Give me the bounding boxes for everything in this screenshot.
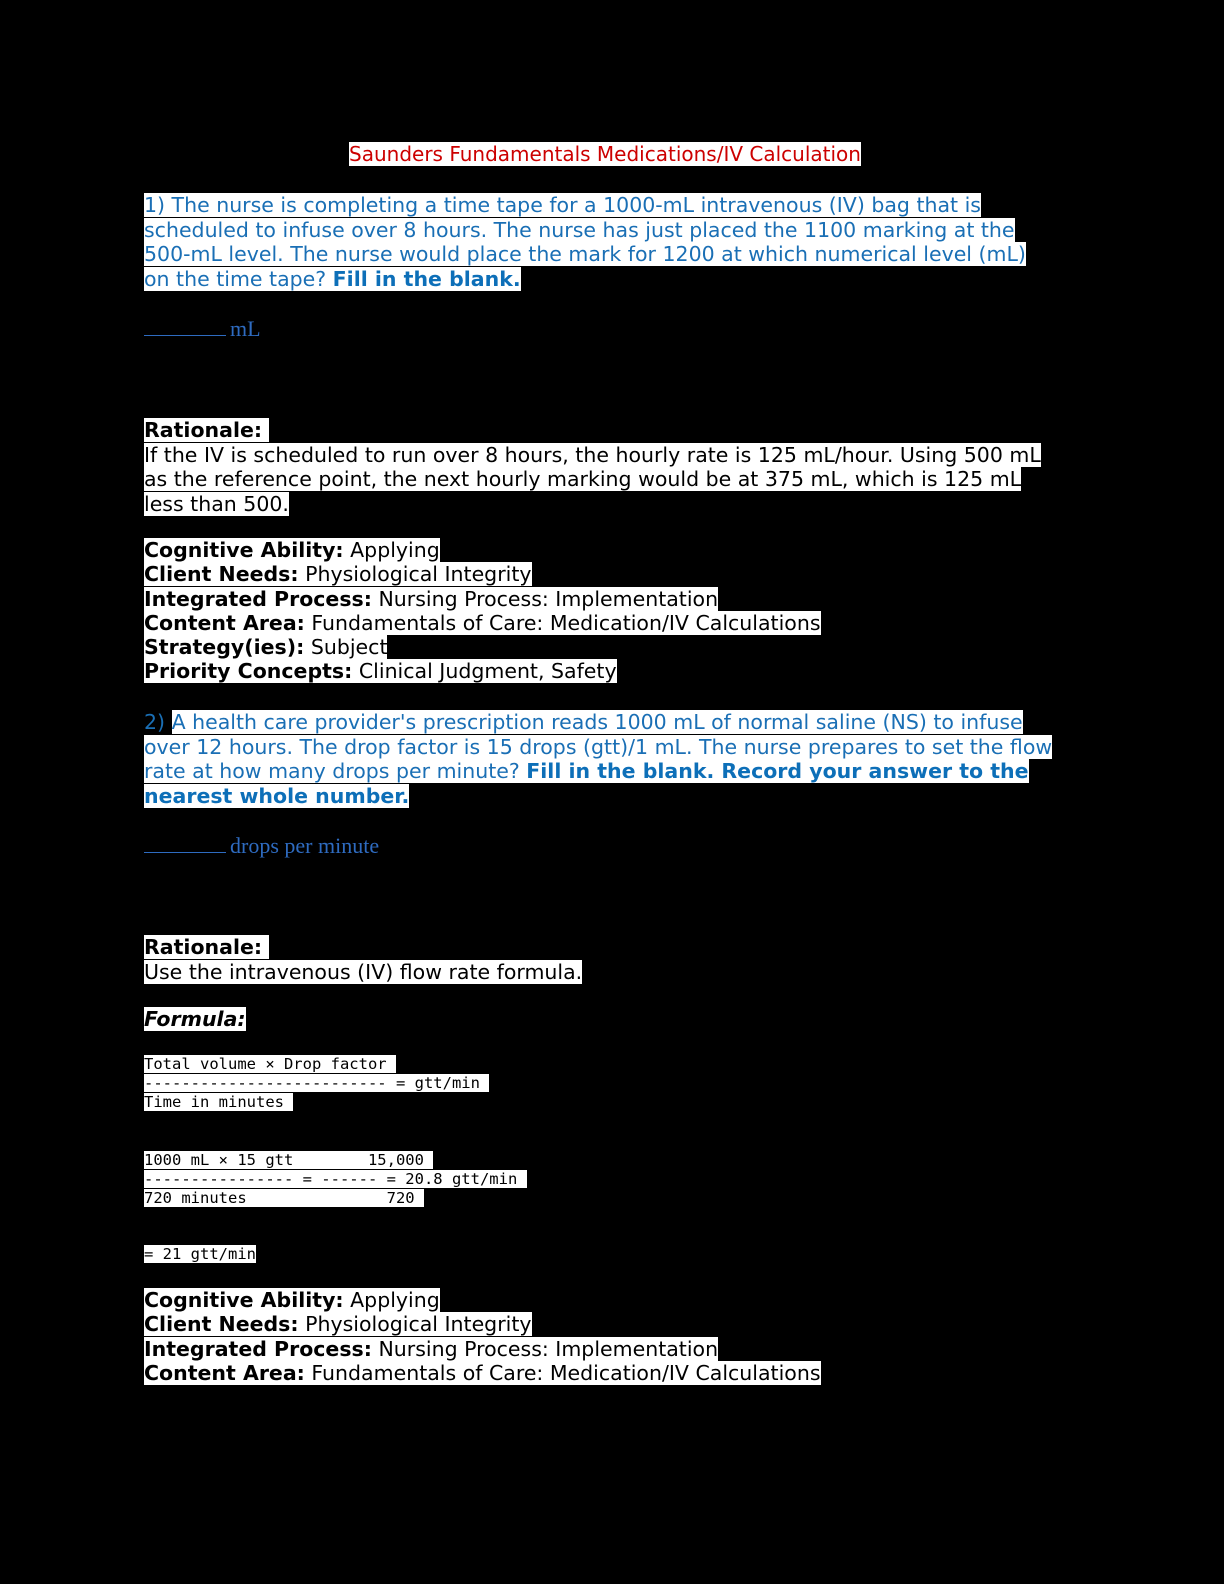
q2-calculation [144,1151,527,1208]
question-1 [144,193,1026,291]
q1-line-2: scheduled to infuse over 8 hours. The nurse has just placed the 1100 marking at the [144,217,1015,242]
q1-instruction: Fill in the blank. [332,266,521,291]
q1-rationale-label: Rationale: [144,418,263,442]
q1-meta-value: Physiological Integrity [298,562,532,587]
q1-rationale-line-3: less than 500. [144,491,289,516]
question-2 [144,710,1052,808]
q1-line-4: on the time tape? [144,266,333,291]
q1-rationale [144,418,1041,516]
q1-meta-label: Strategy(ies): [144,635,305,660]
q1-line-1: 1) The nurse is completing a time tape for a 1000-mL intravenous (IV) bag that is [144,193,981,217]
q1-meta-label: Content Area: [144,610,305,635]
q1-meta-label: Cognitive Ability: [144,538,344,562]
q1-rationale-line-2: as the reference point, the next hourly marking would be at 375 mL, which is 125 mL [144,467,1022,492]
q2-meta-label: Client Needs: [144,1312,299,1337]
q2-meta [144,1288,821,1385]
q2-rationale-text: Use the intravenous (IV) flow rate formula. [144,959,583,984]
q2-meta-label: Content Area: [144,1360,305,1385]
q2-result-text: = 21 gtt/min [144,1245,256,1263]
document-title-wrap [144,140,1066,168]
q2-line-2: over 12 hours. The drop factor is 15 drops (gtt)/1 mL. The nurse prepares to set the flow [144,734,1053,759]
q2-meta-value: Nursing Process: Implementation [371,1336,719,1361]
q2-line-1: A health care provider's prescription reads 1000 mL of normal saline (NS) to infuse [171,710,1023,734]
q1-meta-value: Clinical Judgment, Safety [352,659,617,684]
q1-meta-value: Subject [304,635,388,660]
q2-answer-blank [144,832,379,859]
q1-meta-value: Applying [343,538,440,562]
q2-rationale-label: Rationale: [144,935,263,959]
q2-meta-label: Cognitive Ability: [144,1288,344,1312]
q2-meta-label: Integrated Process: [144,1336,372,1361]
q1-meta [144,538,821,684]
q2-blank-line[interactable] [144,832,226,853]
q1-meta-value: Fundamentals of Care: Medication/IV Calculations [304,610,821,635]
q1-rationale-line-1: If the IV is scheduled to run over 8 hours, the hourly rate is 125 mL/hour. Using 500 mL [144,442,1041,467]
q2-formula [144,1055,489,1112]
q1-meta-label: Integrated Process: [144,586,372,611]
document-title: Saunders Fundamentals Medications/IV Calculation [349,142,861,166]
q1-blank-unit: mL [230,316,261,341]
formula-line: -------------------------- = gtt/min [144,1074,490,1092]
q1-blank-line[interactable] [144,315,226,336]
q2-instruction-a: Fill in the blank. Record your answer to the [526,759,1029,784]
calc-line: ---------------- = ------ = 20.8 gtt/min [144,1170,527,1188]
formula-line: Total volume × Drop factor [144,1055,396,1073]
q2-rationale [144,935,582,984]
calc-line: 720 minutes 720 [144,1189,424,1207]
formula-line: Time in minutes [144,1093,294,1111]
q2-formula-label: Formula: [144,1007,246,1031]
calc-line: 1000 mL × 15 gtt 15,000 [144,1151,434,1169]
q2-line-3: rate at how many drops per minute? [144,759,527,784]
q2-result [144,1245,256,1264]
q2-blank-unit: drops per minute [230,833,380,858]
q2-number: 2) [144,710,172,734]
q1-answer-blank [144,315,261,342]
q2-formula-heading [144,1007,246,1032]
q1-meta-value: Nursing Process: Implementation [371,586,719,611]
q2-instruction-b: nearest whole number. [144,783,410,808]
q2-meta-value: Applying [343,1288,440,1312]
q2-meta-value: Fundamentals of Care: Medication/IV Calculations [304,1360,821,1385]
q1-line-3: 500-mL level. The nurse would place the mark for 1200 at which numerical level (mL) [144,242,1026,267]
q1-meta-label: Priority Concepts: [144,659,353,684]
q2-meta-value: Physiological Integrity [298,1312,532,1337]
q1-meta-label: Client Needs: [144,562,299,587]
